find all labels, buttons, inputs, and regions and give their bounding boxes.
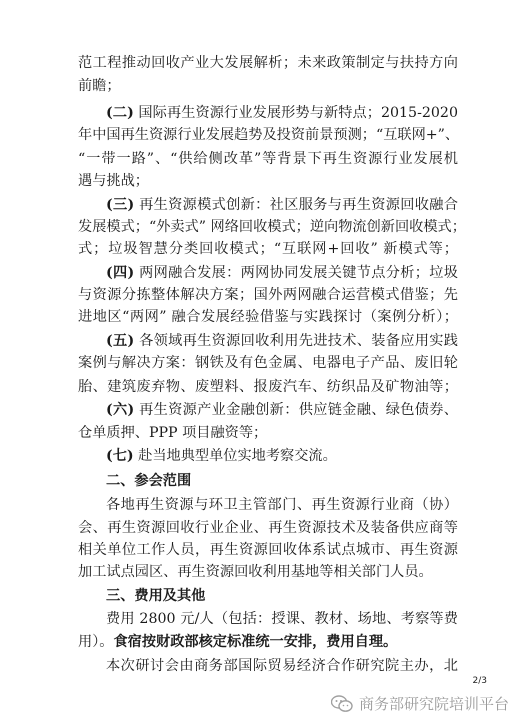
section-number: (五) <box>106 333 135 349</box>
line-text: 再生资源产业金融创新：供应链金融、绿色债券、 <box>134 402 458 418</box>
text-line <box>106 331 458 351</box>
section-number: (四) <box>106 265 135 281</box>
text-line: 加工试点园区、再生资源回收利用基地等相关部门人员。 <box>78 564 433 580</box>
text-line: 仓单质押、PPP 项目融资等； <box>78 425 268 441</box>
line-text: 国际再生资源行业发展形势与新特点；2015-2020 <box>133 105 458 121</box>
section-number: (二) <box>106 105 134 121</box>
text-line: 三、费用及其他 <box>106 588 206 604</box>
text-line: 前瞻； <box>78 78 121 94</box>
line-text: 赴当地典型单位实地考察交流。 <box>133 448 337 464</box>
text-line: 案例与解决方案：钢铁及有色金属、电器电子产品、废旧轮 <box>78 355 458 371</box>
text-line: 本次研讨会由商务部国际贸易经济合作研究院主办，北 <box>106 658 458 674</box>
text-line: 费用 2800 元/人（包括：授课、教材、场地、考察等费 <box>106 611 458 627</box>
text-line: 范工程推动回收产业大发展解析；未来政策制定与扶持方向 <box>78 55 458 71</box>
text-line: 胎、建筑废弃物、废塑料、报废汽车、纺织品及矿物油等； <box>78 379 458 395</box>
watermark <box>331 693 509 714</box>
line-text: 各领域再生资源回收利用先进技术、装备应用实践 <box>134 333 458 349</box>
text-line: 会、再生资源回收行业企业、再生资源技术及装备供应商等 <box>78 520 458 536</box>
text-line: 遇与挑战； <box>78 173 149 189</box>
text-line: 发展模式；“外卖式” 网络回收模式；逆向物流创新回收模式； <box>78 219 466 235</box>
text-line: 式；垃圾智慧分类回收模式；“互联网+回收” 新模式等； <box>78 241 458 257</box>
text-line <box>106 263 458 283</box>
page-number: 2/3 <box>472 676 487 686</box>
section-number: (七) <box>106 448 134 464</box>
text-line <box>106 103 458 123</box>
text-line: 进地区“两网” 融合发展经验借鉴与实践探讨（案例分析）； <box>78 309 458 325</box>
text-line: 年中国再生资源行业发展趋势及投资前景预测；“互联网+”、 <box>78 127 460 143</box>
section-number: (六) <box>106 402 135 418</box>
text-line <box>106 400 458 420</box>
text-line: 二、参会范围 <box>106 473 192 489</box>
text-line: 与资源分拣整体解决方案；国外两网融合运营模式借鉴；先 <box>78 287 458 303</box>
text-line <box>106 195 458 215</box>
watermark-text: 商务部研究院培训平台 <box>358 695 509 713</box>
text-line: “一带一路”、“供给侧改革”等背景下再生资源行业发展机 <box>78 151 458 167</box>
text-line: 各地再生资源与环卫主管部门、再生资源行业商（协） <box>106 497 458 513</box>
text-line: 用）。食宿按财政部核定标准统一安排，费用自理。 <box>78 634 398 650</box>
wechat-icon <box>331 695 353 713</box>
section-number: (三) <box>106 197 135 213</box>
line-text: 两网融合发展：两网协同发展关键节点分析；垃圾 <box>134 265 458 281</box>
text-line <box>106 446 458 466</box>
line-text: 再生资源模式创新：社区服务与再生资源回收融合 <box>134 197 458 213</box>
text-line: 相关单位工作人员，再生资源回收体系试点城市、再生资源 <box>78 542 458 558</box>
